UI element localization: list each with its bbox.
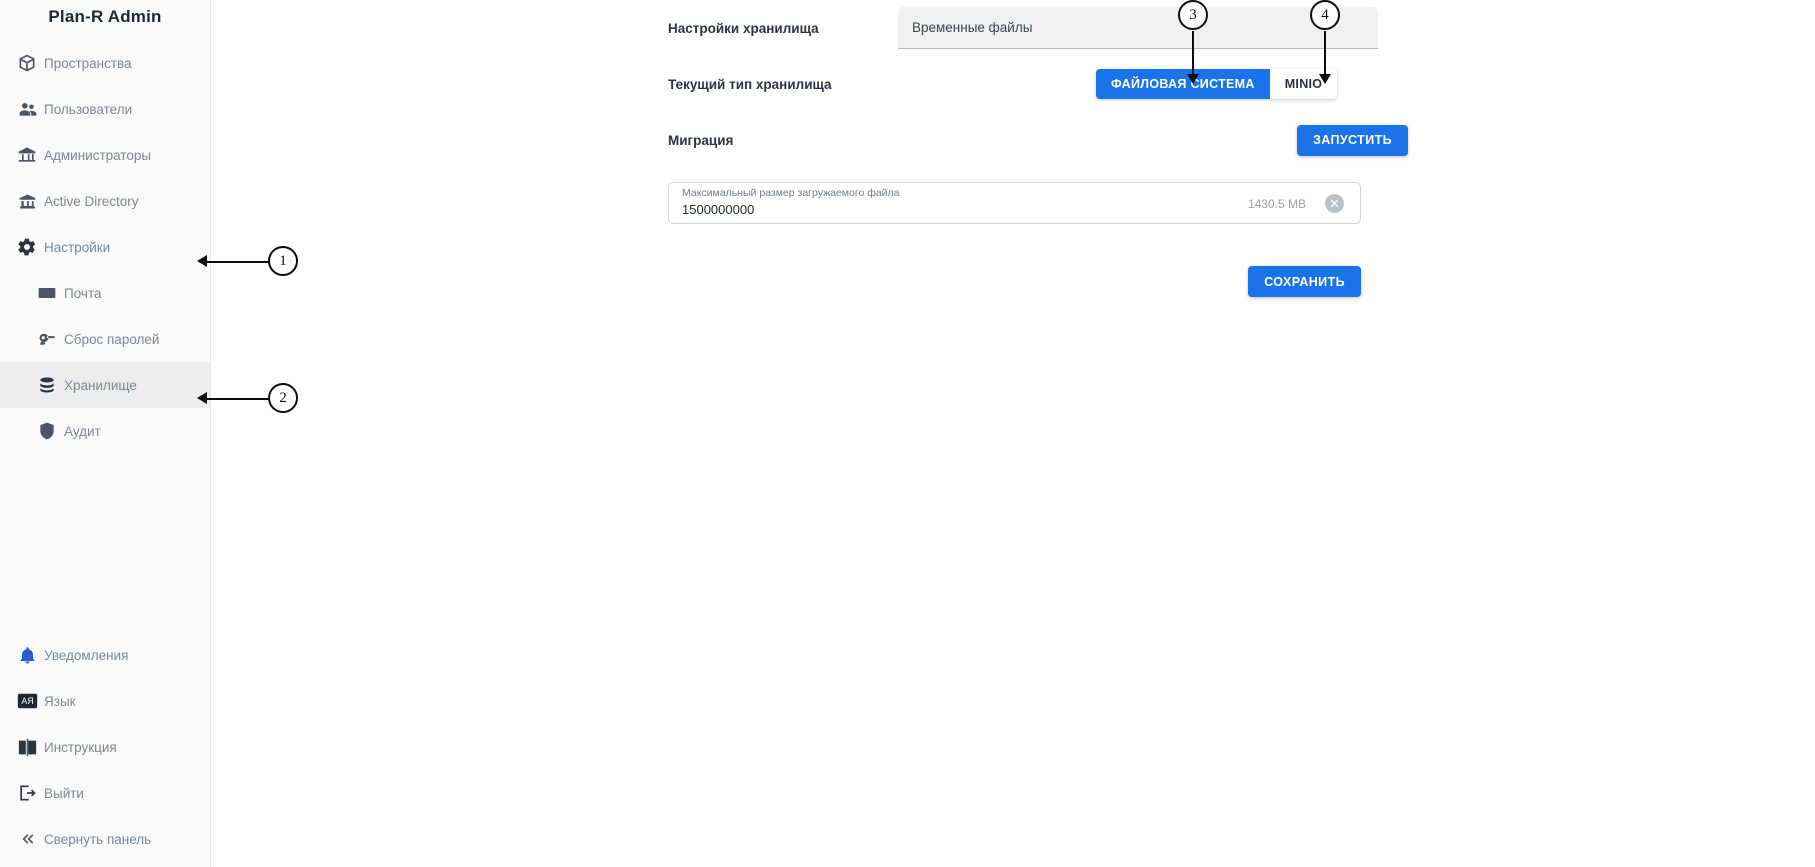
storage-settings-form <box>668 0 1408 297</box>
callout-1-line <box>207 261 269 263</box>
users-icon <box>10 99 44 120</box>
storage-settings-select[interactable] <box>898 7 1378 49</box>
sidebar-item-label: Пространства <box>44 55 132 71</box>
migration-button-wrap <box>898 125 1408 156</box>
max-upload-size-label: Максимальный размер загружаемого файла <box>682 187 900 199</box>
bell-icon <box>10 646 44 665</box>
sidebar-item-administrators[interactable] <box>0 132 210 178</box>
migration-label: Миграция <box>668 132 734 148</box>
gear-icon <box>10 237 44 257</box>
max-upload-size-field[interactable] <box>668 182 1361 224</box>
database-icon <box>30 375 64 395</box>
sidebar-item-audit[interactable] <box>0 408 210 454</box>
migration-run-button[interactable]: ЗАПУСТИТЬ <box>1297 125 1408 156</box>
storage-settings-label: Настройки хранилища <box>668 20 819 36</box>
svg-text:AЯ: AЯ <box>20 696 34 707</box>
key-icon <box>30 329 64 349</box>
book-icon <box>10 738 44 757</box>
callout-2: 2 <box>268 383 298 413</box>
save-button[interactable]: СОХРАНИТЬ <box>1248 266 1361 297</box>
current-storage-type-label: Текущий тип хранилища <box>668 76 832 92</box>
max-upload-size-value: 1500000000 <box>682 202 755 217</box>
sidebar-item-label: Сброс паролей <box>64 331 160 347</box>
clear-circle-icon[interactable]: ✕ <box>1325 194 1344 213</box>
sidebar-item-logout[interactable] <box>0 770 210 816</box>
sidebar-item-label: Уведомления <box>44 647 129 663</box>
sidebar-item-label: Язык <box>44 693 76 709</box>
sidebar-item-label: Свернуть панель <box>44 831 152 847</box>
max-upload-size-hint: 1430.5 MB <box>1247 197 1306 211</box>
callout-3: 3 <box>1178 0 1208 30</box>
sidebar-item-label: Почта <box>64 285 102 301</box>
storage-type-filesystem-button[interactable]: ФАЙЛОВАЯ СИСТЕМА <box>1096 69 1270 99</box>
storage-settings-row <box>668 0 1408 56</box>
current-storage-type-row <box>668 56 1408 112</box>
sidebar-item-storage[interactable] <box>0 362 210 408</box>
sidebar-item-mail[interactable] <box>0 270 210 316</box>
sidebar <box>0 0 211 867</box>
callout-4-arrowhead <box>1319 74 1331 84</box>
sidebar-item-label: Настройки <box>44 239 111 255</box>
sidebar-item-label: Active Directory <box>44 193 139 209</box>
sidebar-item-label: Администраторы <box>44 147 152 163</box>
callout-3-arrowhead <box>1187 74 1199 84</box>
sidebar-item-label: Выйти <box>44 785 84 801</box>
sidebar-spacer <box>0 454 210 632</box>
migration-row <box>668 112 1408 168</box>
sidebar-item-collapse-panel[interactable] <box>0 816 210 862</box>
storage-type-minio-button[interactable]: MINIO <box>1270 69 1338 99</box>
shield-icon <box>30 421 64 441</box>
app-title: Plan-R Admin <box>48 7 162 26</box>
sidebar-item-password-reset[interactable] <box>0 316 210 362</box>
sidebar-item-settings[interactable] <box>0 224 210 270</box>
sidebar-item-users[interactable] <box>0 86 210 132</box>
storage-type-toggle-group <box>1096 69 1337 99</box>
main-content <box>211 0 1815 867</box>
sidebar-item-active-directory[interactable] <box>0 178 210 224</box>
storage-settings-select-value: Временные файлы <box>912 20 1033 35</box>
cube-icon <box>10 53 44 73</box>
save-button-wrap <box>668 266 1361 297</box>
bank-icon <box>10 145 44 165</box>
callout-3-line <box>1192 31 1194 77</box>
sidebar-item-label: Пользователи <box>44 101 133 117</box>
sidebar-item-language[interactable] <box>0 678 210 724</box>
sidebar-item-manual[interactable] <box>0 724 210 770</box>
callout-4-line <box>1324 31 1326 77</box>
sidebar-item-label: Аудит <box>64 423 101 439</box>
sidebar-item-spaces[interactable] <box>0 40 210 86</box>
mail-icon <box>30 283 64 303</box>
sidebar-item-label: Хранилище <box>64 377 137 393</box>
callout-2-line <box>207 398 269 400</box>
sidebar-bottom-nav <box>0 632 210 862</box>
directory-icon <box>10 191 44 212</box>
callout-4: 4 <box>1310 0 1340 30</box>
callout-2-arrowhead <box>197 392 207 404</box>
callout-1: 1 <box>268 246 298 276</box>
sidebar-item-notifications[interactable] <box>0 632 210 678</box>
callout-1-arrowhead <box>197 255 207 267</box>
collapse-icon <box>10 829 44 849</box>
sidebar-item-label: Инструкция <box>44 739 117 755</box>
logout-icon <box>10 783 44 803</box>
sidebar-nav <box>0 40 210 454</box>
language-icon <box>10 692 44 710</box>
